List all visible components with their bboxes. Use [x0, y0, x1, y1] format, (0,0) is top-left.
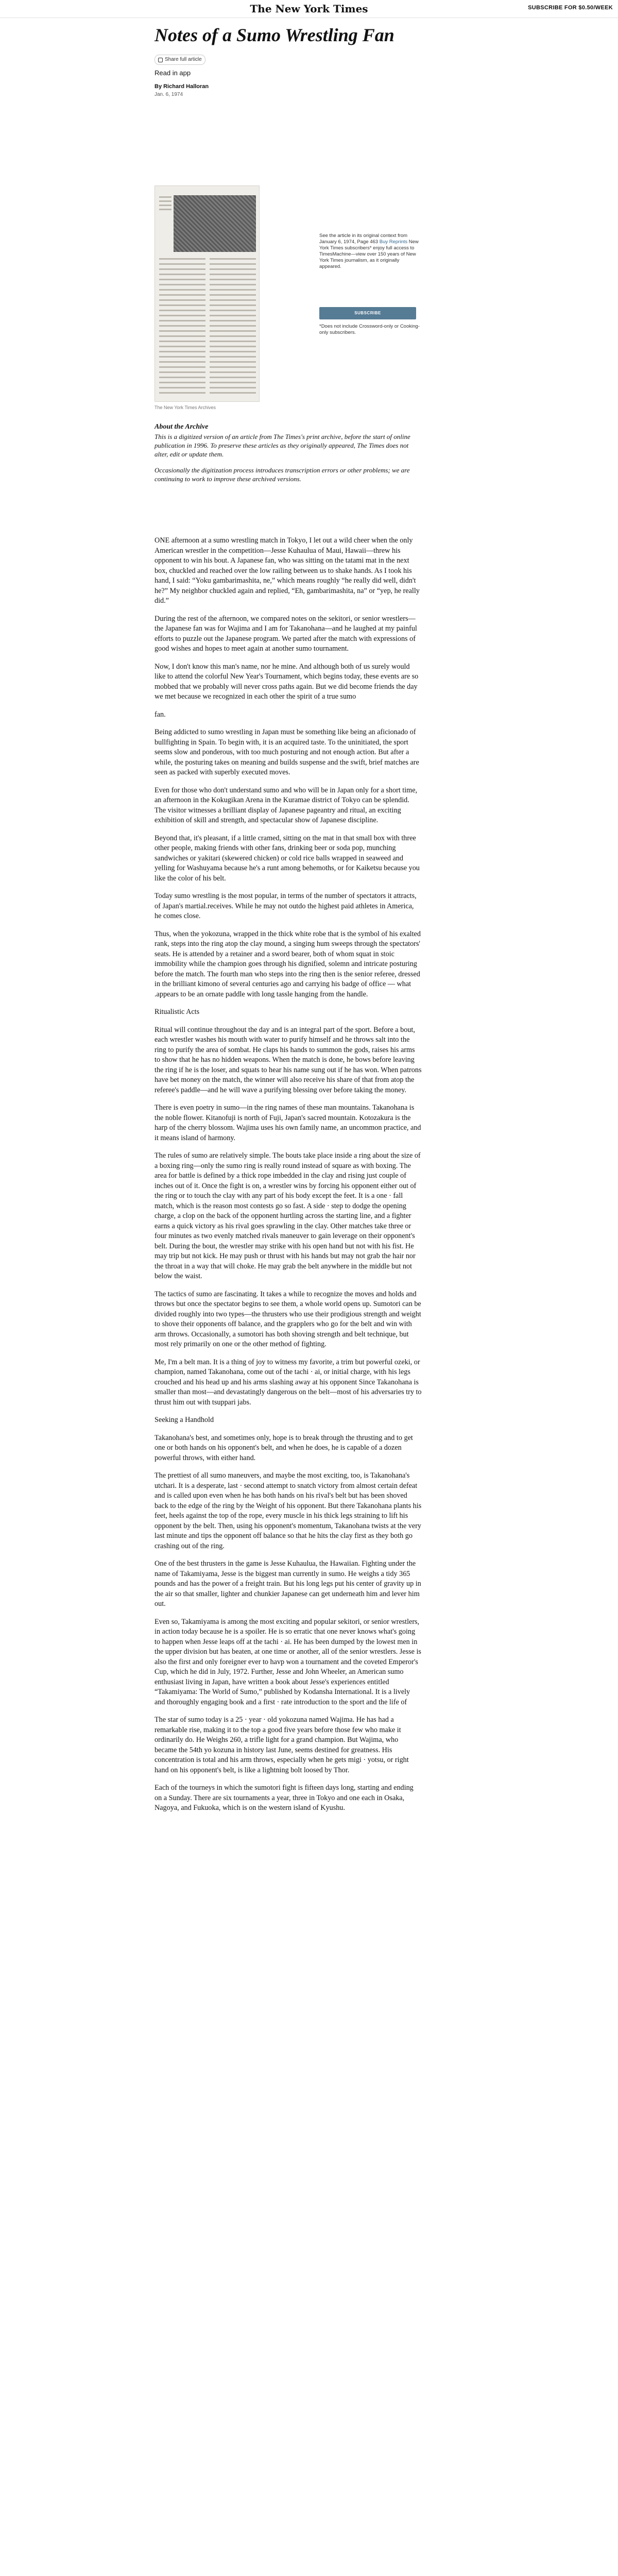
scan-text-line	[159, 366, 205, 368]
article-paragraph: ONE afternoon at a sumo wrestling match in Tokyo, I let out a wild cheer when the only American wrestler in the competition—Jesse Kuhaulua of Maui, Hawaii—threw his opponent to win his bout. A Japanese fan, who was sitting on the tatami mat in the next box, chuckled and reached over the low railing between us to shake hands. As I took his hand, I said: “Yoku gambarimashita, ne,” which means roughly “he really did well, didn't he?” My neighbor chuckled again and replied, “Eh, gambarimashita, na” or “yep, he really did.”	[154, 536, 420, 605]
scan-text-line	[159, 315, 205, 316]
scan-text-line	[159, 268, 205, 270]
article-paragraph: The tactics of sumo are fascinating. It takes a while to recognize the moves and holds and throws but once the spectator begins to see them, a whole world opens up. Sumotori can be divided roughly into two types—the thrusters who use their prodigious strength and weight to shove their opponents off balance, and the grapplers who go for the belt and win with arm throws. Occasionally, a sumotori has both shoving strength and belt technique, but most rely primarily on one or the other method of fighting.	[154, 1290, 421, 1348]
scan-text-line	[159, 294, 205, 296]
about-archive-paragraph: Occasionally the digitization process introduces transcription errors or other problems; we are continuing to work to improve these archived versions.	[154, 466, 410, 483]
timesmachine-subscribe-button[interactable]: SUBSCRIBE	[319, 307, 416, 319]
scan-text-line	[210, 392, 256, 394]
article-paragraph: Even so, Takamiyama is among the most exciting and popular sekitori, or senior wrestlers, in action today because he is a spoiler. He is so erratic that one never knows what's going to happen when Jesse leaps off at the tachi · ai. He has been dumped by the lowest men in the upper division but has beaten, at one time or another, all of the senior wrestlers. Jesse is also the first and only foreigner ever to havp won a tournament and the coveted Emperor's Cup, which he did in July, 1972. Further, Jesse and John Wheeler, an American sumo enthusiast living in Japan, have written a book about Jesse's experiences entitled “Takamiyama: The World of Sumo,” published by Kodansha International. It is a lively and thoroughly engaging book and a first · rate introduction to the sport and the life of	[154, 1617, 421, 1706]
scan-text-line	[210, 279, 256, 280]
about-archive	[154, 422, 422, 490]
timesmachine-text-before: See the article in its original context from January 6, 1974, Page 463	[319, 233, 408, 245]
article-paragraph: The prettiest of all sumo maneuvers, and maybe the most exciting, too, is Takanohana's utchari. It is a desperate, last · second attempt to snatch victory from almost certain defeat and is called upon even when he has both hands on his rival's belt but has been shoved back to the edge of the ring by the Weight of his opponent. But there Takanohana plants his feet, heels against the top of the rope, every muscle in his thick legs straining to lift his opponent by the belt. Then, using his opponent's momentum, Takanohana twists at the very last minute and tips the opponent off balance so that he hits the clay first as they both go crashing out of the ring.	[154, 1471, 422, 1550]
about-archive-paragraph: This is a digitized version of an article from The Times's print archive, before the start of online publication in 1996. To preserve these articles as they originally appeared, The Times does not alter, edit or update them.	[154, 433, 410, 458]
article-headline: Notes of a Sumo Wrestling Fan	[154, 25, 394, 45]
scan-text-line	[210, 382, 256, 383]
scan-text-line	[210, 356, 256, 358]
scan-text-line	[159, 341, 205, 342]
scan-text-line	[210, 268, 256, 270]
article-paragraph: Even for those who don't understand sumo and who will be in Japan only for a short time, an afternoon in the Kokugikan Arena in the Kuramae district of Tokyo can be splendid. The visitor witnesses a brilliant display of Japanese pageantry and ritual, an exciting exhibition of skill and strength, and spectacular show of Japanese discipline.	[154, 786, 418, 824]
scan-text-line	[210, 341, 256, 342]
timesmachine-panel	[319, 233, 422, 270]
share-full-article-button[interactable]	[154, 55, 205, 65]
article-subheading: Ritualistic Acts	[154, 1008, 200, 1016]
subscribe-link-label[interactable]: SUBSCRIBE FOR $0.50/WEEK	[528, 5, 613, 11]
scan-text-line	[210, 315, 256, 316]
scan-text-line	[159, 387, 205, 388]
byline[interactable]: By Richard Halloran	[154, 83, 209, 90]
scan-text-line	[210, 294, 256, 296]
scan-text-line	[159, 330, 205, 332]
scan-text-line	[159, 382, 205, 383]
scan-text-line	[159, 377, 205, 378]
article-paragraph: The star of sumo today is a 25 · year · old yokozuna named Wajima. He has had a remarkable rise, making it to the top a good five years before those few who make it ordinarily do. He Weighs 260, a trifle light for a grand champion. But Wajima, who became the 54th yo kozuna in history last June, seems destined for greatness. His concentration is total and his arm throws, especially when he gets migi · yotsu, or right hand on his opponent's belt, is like a lightning bolt loosed by Thor.	[154, 1716, 409, 1774]
article-paragraph: Ritual will continue throughout the day and is an integral part of the sport. Before a bout, each wrestler washes his mouth with water to purify himself and he throws salt into the ring to purify the area of sombat. He claps his hands to summon the gods, raises his arms to show that he has no hidden weapons. When the match is done, he bows before leaving the ring if he is the loser, and squats to hear his name sung out if he has won. When patrons have bet money on the match, the winner will also receive his share of that from atop the referee's paddle—and he will wave a purifying blessing over before taking the money.	[154, 1025, 422, 1094]
scan-text-line	[159, 335, 205, 337]
share-icon	[158, 58, 163, 62]
scan-text-line	[210, 335, 256, 337]
scan-text-line	[159, 304, 205, 306]
scan-text-line	[210, 258, 256, 260]
timesmachine-text-after: New York Times subscribers* enjoy full access to TimesMachine—view over 150 years of New York Times journalism, as it originally appeared.	[319, 239, 419, 269]
scan-text-line	[210, 325, 256, 327]
article-paragraph: The rules of sumo are relatively simple. The bouts take place inside a ring about the size of a boxing ring—only the sumo ring is really round instead of square as with boxing. The area for battle is defined by a thick rope imbedded in the clay and rising just couple of inches out of it. Once the fight is on, a wrestler wins by forcing his opponent either out of the ring or to touch the clay with any part of his body except the feet. It is a one · fall match, which is the reason most contests go so fast. A side · step to dodge the opening charge, a clop on the back of the opponent hurtling across the starting line, and a fighter earns a quick victory as his rival goes sprawling in the clay. Other matches take three or four minutes as two evenly matched rivals maneuver to gain leverage on their opponent's belt. During the bout, the wrestler may strike with his open hand but not with his fist. He may trip but not kick. He may push or thrust with his hands but may not grab the hair nor the throat in a way that will choke. He may grab the belt anywhere in the middle but not below the waist.	[154, 1151, 421, 1280]
article-subheading: Seeking a Handhold	[154, 1416, 214, 1424]
scan-text-line	[210, 377, 256, 378]
scan-text-line	[210, 320, 256, 321]
image-caption: The New York Times Archives	[154, 405, 216, 410]
scan-text-line	[159, 356, 205, 358]
article-paragraph: Now, I don't know this man's name, nor he mine. And although both of us surely would like to attend the colorful New Year's Tournament, which begins today, these events are so mobbed that we probably will never cross paths again. But we did become friends the day we met because we recognized in each other the spirit of a true sumo	[154, 662, 419, 701]
scan-text-line	[159, 325, 205, 327]
article-paragraph: One of the best thrusters in the game is Jesse Kuhaulua, the Hawaiian. Fighting under the name of Takamiyama, Jesse is the biggest man currently in sumo. He weighs a tidy 365 pounds and has the power of a freight train. But his long legs put his center of gravity up in the air so that smaller, lighter and chunkier Japanese can get underneath him and lever him out.	[154, 1560, 421, 1608]
article-body	[154, 536, 422, 1821]
scan-text-line	[210, 310, 256, 311]
scan-text-line	[159, 200, 171, 202]
scan-text-line	[159, 196, 171, 198]
scan-text-line	[159, 205, 171, 206]
scan-text-line	[159, 299, 205, 301]
scan-text-line	[159, 279, 205, 280]
scan-text-line	[159, 274, 205, 275]
article-paragraph: fan.	[154, 710, 166, 719]
subscription-footnote: *Does not include Crossword-only or Cooking-only subscribers.	[319, 324, 420, 335]
scan-text-line	[159, 258, 205, 260]
scan-text-line	[210, 289, 256, 291]
archive-photo	[174, 195, 256, 252]
article-paragraph: Takanohana's best, and sometimes only, hope is to break through the thrusting and to get one or both hands on his opponent's belt, and when he does, he is capable of a dozen powerful throws, with either hand.	[154, 1433, 413, 1462]
article-paragraph: Today sumo wrestling is the most popular, in terms of the number of spectators it attracts, of Japan's martial.receives. While he may not outdo the highest paid athletes in America, he comes close.	[154, 892, 417, 920]
archive-page-image[interactable]	[154, 185, 260, 402]
article-paragraph: Beyond that, it's pleasant, if a little cramed, sitting on the mat in that small box with three other people, making friends with other fans, drinking beer or soda pop, munching sandwiches or yakitari (skewered chicken) or cold rice balls wrapped in seaweed and yelling for Washuyama because he's a runt among behemoths, or for Kaiketsu because you like the color of his belt.	[154, 834, 420, 883]
scan-text-line	[159, 371, 205, 373]
subscribe-link[interactable]	[528, 5, 613, 11]
about-archive-heading: About the Archive	[154, 423, 209, 431]
nyt-logo[interactable]: The New York Times	[250, 3, 368, 15]
scan-text-line	[210, 263, 256, 265]
share-bar	[154, 55, 474, 77]
scan-text-line	[159, 310, 205, 311]
scan-text-line	[210, 274, 256, 275]
scan-text-line	[159, 351, 205, 352]
article-paragraph: Being addicted to sumo wrestling in Japan must be something like being an aficionado of bullfighting in Spain. To begin with, it is an acquired taste. To the uninitiated, the sport seems slow and ponderous, with too much posturing and not enough action. But after a while, the posturing takes on meaning and builds suspense and the swift, brief matches are seen as packed with superbly executed moves.	[154, 728, 419, 776]
scan-text-line	[210, 351, 256, 352]
share-label: Share full article	[165, 57, 202, 62]
scan-text-line	[159, 320, 205, 321]
scan-text-line	[210, 330, 256, 332]
article-date: Jan. 6, 1974	[154, 92, 183, 97]
scan-text-line	[210, 371, 256, 373]
scan-text-line	[159, 209, 171, 210]
scan-text-line	[210, 361, 256, 363]
scan-text-line	[210, 387, 256, 388]
read-in-app-link[interactable]: Read in app	[154, 69, 191, 77]
scan-text-line	[159, 289, 205, 291]
scan-text-line	[210, 304, 256, 306]
scan-text-line	[159, 361, 205, 363]
article-paragraph: Each of the tourneys in which the sumotori fight is fifteen days long, starting and ending on a Sunday. There are six tournaments a year, three in Tokyo and one each in Osaka, Nagoya, and Fukuoka, which is on the western island of Kyushu.	[154, 1784, 414, 1812]
article-paragraph: During the rest of the afternoon, we compared notes on the sekitori, or senior wrestlers—the Japanese fan was for Wajima and I am for Takanohana—and he laughed at my painful efforts to puzzle out the Japanese program. We parted after the match with expressions of good wishes and hopes to meet again at another sumo tournament.	[154, 614, 417, 653]
buy-reprints-link[interactable]: Buy Reprints	[379, 239, 408, 245]
scan-text-line	[159, 346, 205, 347]
top-bar	[0, 0, 618, 18]
scan-text-line	[210, 299, 256, 301]
scan-text-line	[159, 263, 205, 265]
scan-text-line	[210, 284, 256, 285]
scan-text-line	[210, 346, 256, 347]
article-paragraph: There is even poetry in sumo—in the ring names of these man mountains. Takanohana is the noble flower. Kitanofuji is north of Fuji, Japan's sacred mountain. Kotozakura is the harp of the cherry blossom. Wajima uses his own family name, an uncommon practice, and it means island of harmony.	[154, 1104, 421, 1142]
article-paragraph: Me, I'm a belt man. It is a thing of joy to witness my favorite, a trim but powerful ozeki, or champion, named Takanohana, come out of the tachi · ai, or initial charge, with his legs crouched and his head up and his arms slashing away at his opponent Since Takanohana is smaller than most—and devastatingly dangerous on the belt—most of his adversaries try to thrust him out with tsuppari jabs.	[154, 1358, 422, 1406]
article-paragraph: Thus, when the yokozuna, wrapped in the thick white robe that is the symbol of his exalted rank, steps into the ring atop the clay mound, a singing hum sweeps through the spectators' seats. He is attended by a retainer and a sword bearer, both of whom squat in stoic immobility while the champion goes through his dignified, solemn and intricate posturing before the match. The fourth man who steps into the ring then is the senior referee, dressed in the brilliant kimono of several centuries ago and carrying his badge of office — what .appears to be an ornate paddle with long tassle hanging from the handle.	[154, 929, 421, 998]
scan-text-line	[210, 366, 256, 368]
scan-text-line	[159, 284, 205, 285]
scan-text-line	[159, 392, 205, 394]
